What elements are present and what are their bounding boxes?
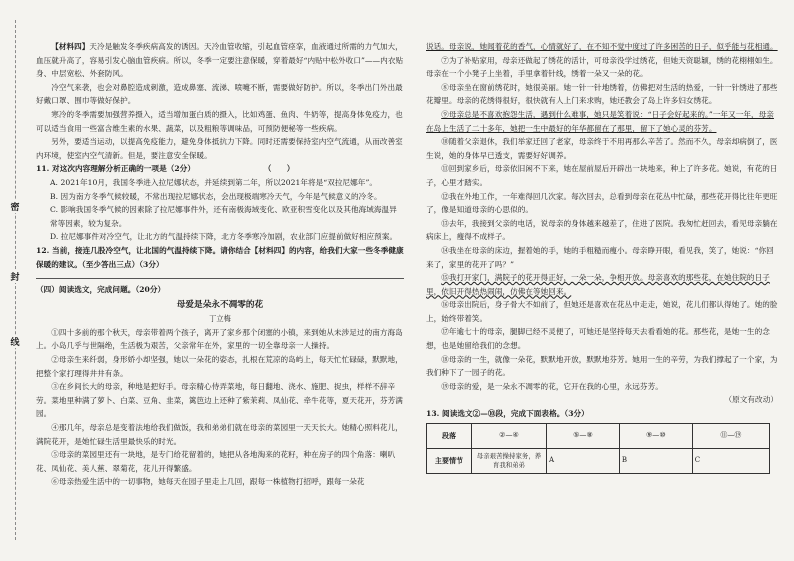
section-four-heading: （四）阅读选文，完成问题。（20分）	[36, 285, 166, 295]
plot-table	[426, 423, 770, 474]
right-column	[426, 40, 778, 474]
left-column	[36, 40, 404, 489]
table-header-cell: ⑨—⑩	[619, 423, 692, 448]
essay-paragraph-12: ⑫我在外地工作，一年难得回几次家。每次回去，总看到母亲在花丛中忙碌，那些花开得比往年更旺了，像是知道母亲的心思似的。	[426, 191, 778, 215]
essay-author: 丁立梅	[209, 314, 231, 324]
table-header-cell: 段落	[427, 423, 472, 448]
question-11-option-a[interactable]: A. 2021年10月，我国冬季进入拉尼娜状态，并延续到第二年，所以2021年将是“双拉尼娜年”。	[50, 177, 378, 187]
essay-paragraph-2: ②母亲生来纤弱，身形娇小却坚强，她以一朵花的姿态，扎根在荒凉的岛屿上，每天忙忙碌碌，默默地，把整个家打理得井井有条。	[36, 355, 403, 378]
table-row	[427, 423, 770, 448]
question-12: 12. 当前，接连几股冷空气，让北国的气温持续下降。请你结合【材料四】的内容，给我们大家一些冬季健康保暖的建议。（至少答出三点）（3分）	[36, 245, 404, 269]
question-11-option-c[interactable]: C. 影响我国冬季气候的因素除了拉尼娜事件外，还有南极海域变化、欧亚积雪变化以及其他海域海温异常等因素，较为复杂。	[50, 205, 397, 228]
table-cell: 母亲艰苦操持家务，养育我和弟弟	[472, 448, 547, 473]
essay-paragraph-18: ⑱母亲的一生，就像一朵花，默默地开放，默默地芬芳。她用一生的辛劳，为我们撑起了一个家，为我们种下了一园子的花。	[426, 354, 778, 378]
essay-paragraph-4: ④那几年，母亲总是变着法地给我们做饭，我和弟弟们就在母亲的菜园里一天天长大。她精心照料花儿，满院花开，是她忙碌生活里最快乐的时光。	[36, 423, 403, 446]
material-text-2: 冷空气来袭，也会对鼻腔造成刺激，造成鼻塞、流涕、喷嚏不断，需要做好防护。所以，冬季出门外出最好戴口罩、围巾等做好保护。	[36, 82, 403, 106]
essay-paragraph-1: ①四十多前的那个秋天，母亲带着两个孩子，离开了家乡那个闭塞的小镇，来到她从未涉足过的南方海岛上。小岛几乎与世隔绝，生活极为艰苦，父亲常年在外，家里的一切全靠母亲一人操持。	[36, 327, 403, 351]
essay-paragraph-17: ⑰年逾七十的母亲，腿脚已经不灵便了，可她还是坚持每天去看看她的花。那些花，是她一生的念想，也是她留给我们的念想。	[426, 327, 770, 351]
question-11-option-d[interactable]: D. 拉尼娜事件对冷空气，让北方的气温持续下降，北方冬季寒冷加剧，农业部门应提前做好相应预案。	[50, 232, 398, 242]
essay-paragraph-15: ⑮我打开家门，满院子的花开得正好，一朵一朵，争相开放。母亲喜欢的那些花，在她住院的日子里，依旧开得热热闹闹，仿佛在等她回来。	[426, 273, 770, 296]
essay-paragraph-14: ⑭我坐在母亲的床边，握着她的手，她的手粗糙而瘦小。母亲睁开眼，看见我，笑了，她说：“你回来了，家里的花开了吗？”	[426, 245, 774, 269]
answer-line[interactable]	[36, 277, 404, 279]
question-13: 13. 阅读选文②—⑩段，完成下面表格。（3分）	[426, 409, 589, 419]
essay-title: 母爱是朵永不凋零的花	[176, 299, 264, 310]
essay-paragraph-19: ⑲母亲的爱，是一朵永不凋零的花，它开在我的心里，永远芬芳。	[441, 381, 663, 391]
material-text-3: 寒冷的冬季需要加强营养摄入，适当增加蛋白质的摄入，比如鸡蛋、鱼肉、牛奶等，提高身体免疫力，也可以适当食用一些富含维生素的水果、蔬菜，以及粗粮等调味品，可预防便秘等一些疾病。	[36, 109, 403, 133]
binding-margin	[0, 0, 30, 561]
table-header-cell: ⑪—⑲	[692, 423, 769, 448]
essay-paragraph-7: ⑦为了补贴家用，母亲还做起了绣花的活计，可母亲没学过绣花，但她天资聪颖，绣的花栩栩如生。母亲在一个小凳子上坐着，手里拿着针线，绣着一朵又一朵的花。	[426, 55, 778, 79]
essay-paragraph-11: ⑪回到家乡后，母亲依旧闲不下来，她在屋前屋后开辟出一块地来，种上了许多花。她说，有花的日子，心里才踏实。	[426, 164, 778, 187]
seal-mark-xian: 线	[4, 335, 26, 348]
essay-paragraph-10: ⑩随着父亲退休，我们举家迁回了老家，母亲终于不用再那么辛苦了。然而不久，母亲却病倒了，医生说，她的身体早已透支，需要好好调养。	[426, 137, 778, 160]
essay-paragraph-16: ⑯母亲出院后，身子骨大不如前了，但她还是喜欢在花丛中走走，她说，花儿们都认得她了。她的脸上，始终带着笑。	[426, 300, 778, 323]
table-blank-c[interactable]: C	[692, 448, 769, 473]
material-four	[36, 40, 404, 81]
essay-paragraph-9: ⑨母亲总是不喜欢抱怨生活，遇到什么难事，她只是笑着说：“日子会好起来的。”一年又一年，母亲在岛上生活了二十多年，她把一生中最好的年华都留在了那里，留下了她心灵的芬芳。	[426, 109, 774, 133]
material-text-1: 天冷是触发冬季疾病高发的诱因。天冷血管收缩，引起血管痉挛，血液通过所需的力气加大，血压就升高了，容易引发心脑血管疾病。所以，冬季一定要注意保暖，穿着最好“内贴中松外收口”——内衣贴身、中层宽松、外套防风。	[36, 42, 404, 79]
table-header-cell: ⑤—⑧	[547, 423, 620, 448]
essay-paragraph-6-cont: 说话。母亲说，她闻着花的香气，心情就好了，在不知不觉中度过了许多困苦的日子，似乎能与花相通。	[426, 42, 778, 51]
question-11-option-b[interactable]: B. 因为南方冬季气候较暖，不常出现拉尼娜状态，会出现极端寒冷天气，今年是气候意义的冷冬。	[50, 191, 382, 201]
table-row	[427, 448, 770, 473]
essay-paragraph-5: ⑤母亲的菜园里还有一块地，是专门给花留着的，她把从各地淘来的花籽，种在房子的四个角落：喇叭花、凤仙花、美人蕉、翠菊花，花儿开得繁盛。	[36, 450, 396, 473]
seal-mark-mi: 密	[4, 200, 26, 213]
question-11: 11. 对这次内容理解分析正确的一项是（2分） （ ）	[36, 164, 295, 174]
table-blank-a[interactable]: A	[547, 448, 620, 473]
essay-paragraph-6: ⑥母亲热爱生活中的一切事物，她每天在园子里走上几回，跟每一株植物打招呼，跟每一朵花	[51, 477, 365, 487]
table-header-cell: ②—④	[472, 423, 547, 448]
table-row-label: 主要情节	[427, 448, 472, 473]
essay-paragraph-3: ③在乡间长大的母亲，种地是把好手。母亲精心侍弄菜地，每日翻地、浇水、施肥、捉虫，样样不辞辛劳。菜地里种满了萝卜、白菜、豆角、韭菜，篱笆边上还种了紫茉莉、凤仙花、牵牛花等，夏天花开，芬芳满园。	[36, 382, 403, 419]
material-head: 【材料四】	[51, 42, 90, 51]
essay-paragraph-13: ⑬去年，我接到父亲的电话，说母亲的身体越来越差了，住进了医院。我匆忙赶回去，看见母亲躺在病床上，瘦得不成样子。	[426, 218, 778, 242]
table-blank-b[interactable]: B	[619, 448, 692, 473]
essay-source-note: （原文有改动）	[724, 395, 778, 405]
essay-paragraph-8: ⑧母亲坐在窗前绣花时，她很美丽。她一针一针地绣着，仿佛把对生活的热爱，一针一针绣进了那些花瓣里。母亲的花绣得很好，很快就有人上门来求购，她还教会了岛上许多妇女绣花。	[426, 82, 778, 106]
seal-mark-feng: 封	[4, 270, 26, 283]
material-text-4: 另外，要适当运动，以提高免疫能力，避免身体抵抗力下降。同时还需要保持室内空气流通，从而改善室内环境，使室内空气清新。但是，要注意安全保暖。	[36, 137, 403, 160]
